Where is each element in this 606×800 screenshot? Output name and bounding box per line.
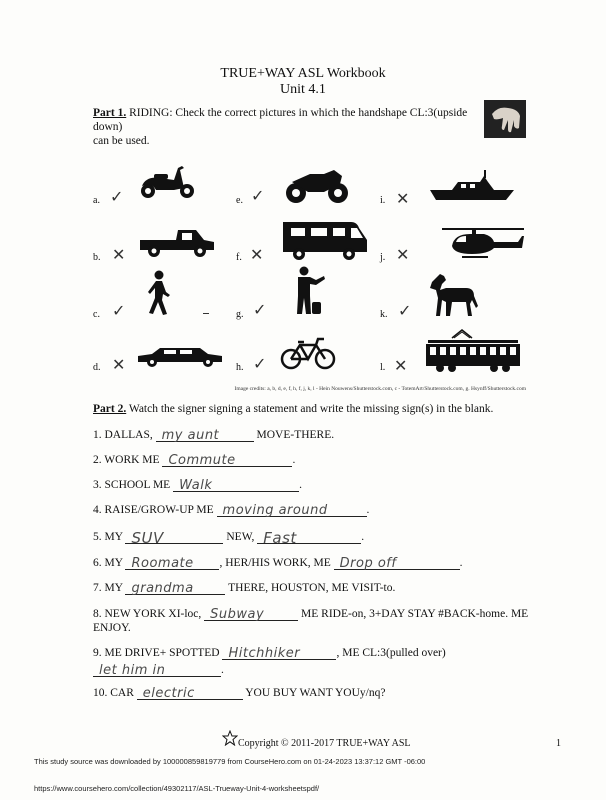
item-letter: d. [93, 362, 101, 373]
handwritten-answer: Roomate [131, 556, 194, 571]
item-mark: ✓ [110, 187, 124, 206]
question-text: YOU BUY WANT YOUy/nq? [245, 687, 386, 699]
handwritten-answer: electric [142, 686, 195, 701]
horse-icon [426, 272, 480, 318]
handwritten-answer: let him in [99, 663, 166, 678]
answer-blank[interactable] [125, 529, 223, 547]
part1-instruction [93, 106, 493, 148]
item-letter: e. [236, 195, 243, 206]
question-text: 6. MY [93, 557, 123, 569]
item-mark: ✓ [112, 301, 126, 320]
item-mark: ✕ [250, 245, 264, 264]
hitchhiker-icon [290, 266, 326, 316]
handwritten-answer: Subway [210, 607, 265, 622]
answer-blank[interactable] [125, 557, 219, 570]
item-mark: ✕ [394, 356, 408, 375]
item-mark: ✕ [396, 189, 410, 208]
item-mark: ✓ [253, 354, 267, 373]
question-text: ME RIDE-on, 3+DAY STAY #BACK-home. ME [301, 608, 529, 620]
trolley-icon [424, 328, 522, 374]
question-text: . [459, 557, 463, 569]
download-note: This study source was downloaded by 100000859819779 from CourseHero.com on 01-24-2023 13:37:12 GMT -06:00 [34, 757, 426, 766]
workbook-title: TRUE+WAY ASL Workbook [220, 66, 386, 81]
item-mark: ✕ [112, 245, 126, 264]
question-text: MOVE-THERE. [256, 429, 335, 441]
item-letter: i. [380, 195, 386, 206]
pickup-truck-icon [138, 226, 216, 258]
item-letter: g. [236, 309, 244, 320]
item-mark: ✓ [251, 186, 265, 205]
handwritten-answer: Fast [263, 529, 297, 547]
answer-blank[interactable] [222, 647, 336, 660]
part2-label: Part 2. [93, 403, 127, 415]
item-letter: a. [93, 195, 100, 206]
handwritten-answer: moving around [222, 503, 328, 518]
question-text: . [221, 664, 224, 676]
answer-blank[interactable] [162, 454, 292, 467]
source-url[interactable]: https://www.coursehero.com/collection/49302117/ASL-Trueway-Unit-4-worksheetspdf/ [34, 784, 320, 793]
question-text: . [361, 531, 365, 543]
answer-blank[interactable] [93, 664, 221, 677]
item-mark: ✕ [396, 245, 410, 264]
question-text: THERE, HOUSTON, ME VISIT-to. [228, 582, 396, 594]
answer-blank[interactable] [156, 429, 254, 442]
question-text: , ME CL:3(pulled over) [336, 647, 446, 659]
part2-instruction [93, 402, 533, 416]
question-text: . [292, 454, 296, 466]
motorcycle-icon [284, 166, 350, 204]
item-mark: ✕ [112, 355, 126, 374]
answer-blank[interactable] [204, 608, 298, 621]
handwritten-answer: grandma [131, 581, 194, 596]
answer-blank[interactable] [173, 479, 299, 492]
question-text: 4. RAISE/GROW-UP ME [93, 504, 214, 516]
item-letter: c. [93, 309, 100, 320]
question-10 [93, 686, 385, 700]
part1-instruction-cont: can be used. [93, 135, 150, 147]
question-text: . [366, 504, 370, 516]
handwritten-answer: Commute [168, 453, 236, 468]
item-letter: h. [236, 362, 244, 373]
limousine-icon [136, 344, 224, 368]
question-text: 7. MY [93, 582, 123, 594]
item-letter: l. [380, 362, 386, 373]
boat-icon [428, 170, 516, 202]
scooter-icon [138, 160, 198, 200]
rv-camper-icon [281, 218, 369, 262]
question-8 [93, 607, 528, 635]
question-text: ENJOY. [93, 622, 131, 634]
page-number: 1 [556, 738, 561, 749]
copyright: Copyright © 2011-2017 TRUE+WAY ASL [238, 738, 411, 749]
question-5 [93, 529, 365, 547]
stray-mark [203, 313, 209, 314]
question-text: 2. WORK ME [93, 454, 160, 466]
answer-blank[interactable] [257, 529, 361, 547]
answer-blank[interactable] [217, 504, 367, 517]
question-text: , HER/HIS WORK, ME [219, 557, 331, 569]
question-text: 10. CAR [93, 687, 134, 699]
bicycle-icon [280, 335, 336, 371]
question-text: 5. MY [93, 531, 123, 543]
unit-title: Unit 4.1 [280, 82, 326, 97]
question-text: 8. NEW YORK XI-loc, [93, 608, 202, 620]
question-3 [93, 478, 302, 492]
handwritten-answer: Walk [179, 478, 213, 493]
item-letter: j. [380, 252, 386, 263]
part1-label: Part 1. [93, 107, 127, 119]
question-text: 3. SCHOOL ME [93, 479, 171, 491]
walking-person-icon [142, 270, 174, 316]
item-mark: ✓ [398, 301, 412, 320]
handwritten-answer: my aunt [161, 428, 220, 443]
handwritten-answer: SUV [131, 529, 164, 547]
question-9 [93, 646, 446, 677]
item-letter: b. [93, 252, 101, 263]
item-letter: f. [236, 252, 242, 263]
answer-blank[interactable] [334, 557, 460, 570]
question-2 [93, 453, 295, 467]
question-text: 1. DALLAS, [93, 429, 153, 441]
handwritten-answer: Drop off [339, 556, 397, 571]
question-4 [93, 503, 369, 517]
question-1 [93, 428, 334, 442]
question-text: . [299, 479, 302, 491]
item-mark: ✓ [253, 300, 267, 319]
handshape-photo-icon [484, 100, 526, 138]
item-letter: k. [380, 309, 388, 320]
question-6 [93, 556, 463, 570]
answer-blank[interactable] [125, 582, 225, 595]
answer-blank[interactable] [137, 687, 243, 700]
question-text: NEW, [226, 531, 255, 543]
question-7 [93, 581, 395, 595]
image-credits: Image credits: a, b, d, e, f, h, f, j, k, l - Hein Nouwens/Shutterstock.com, c - TotemArt/Shutterstock.com, g. Hsynff/Shutterstock.com [234, 386, 526, 392]
helicopter-icon [432, 224, 524, 262]
handwritten-answer: Hitchhiker [228, 646, 301, 661]
question-text: 9. ME DRIVE+ SPOTTED [93, 647, 220, 659]
part2-instruction-text: Watch the signer signing a statement and write the missing sign(s) in the blank. [128, 403, 494, 415]
part1-instruction-text: RIDING: Check the correct pictures in which the handshape CL:3(upside down) [93, 107, 468, 133]
star-logo-icon [222, 730, 238, 746]
